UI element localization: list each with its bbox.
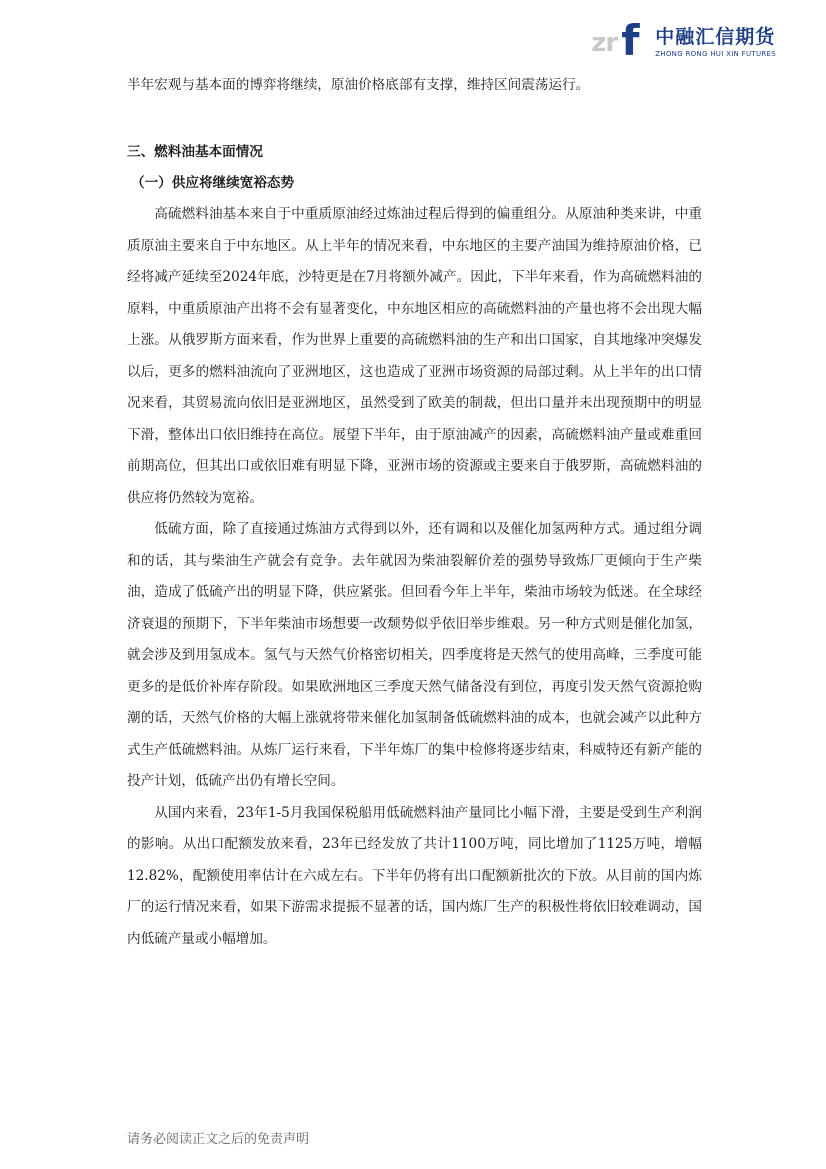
logo-company-name-en: ZHONG RONG HUI XIN FUTURES — [655, 50, 776, 58]
logo-mark-f: f — [621, 16, 640, 65]
logo-mark — [591, 16, 653, 65]
document-body — [127, 70, 702, 955]
footer-disclaimer: 请务必阅读正文之后的免责声明 — [127, 1132, 310, 1147]
section-title: 三、燃料油基本面情况 — [127, 144, 263, 160]
logo-text — [655, 26, 776, 58]
subsection-title: （一）供应将继续宽裕态势 — [131, 175, 295, 191]
logo-company-name-cn: 中融汇信期货 — [655, 26, 776, 48]
logo-mark-zr: zr — [591, 28, 618, 58]
paragraph-domestic: 从国内来看，23年1-5月我国保税船用低硫燃料油产量同比小幅下滑，主要是受到生产利润的影响。从出口配额发放来看，23年已经发放了共计1100万吨，同比增加了1125万吨，增幅12.82%，配额使用率估计在六成左右。下半年仍将有出口配额新批次的下放。从目前的国内炼厂的运行情况来看，如果下游需求提振不显著的话，国内炼厂生产的积极性将依旧较难调动，国内低硫产量或小幅增加。 — [127, 804, 702, 947]
paragraph-high-sulfur: 高硫燃料油基本来自于中重质原油经过炼油过程后得到的偏重组分。从原油种类来讲，中重质原油主要来自于中东地区。从上半年的情况来看，中东地区的主要产油国为维持原油价格，已经将减产延续至2024年底，沙特更是在7月将额外减产。因此，下半年来看，作为高硫燃料油的原料，中重质原油产出将不会有显著变化，中东地区相应的高硫燃料油的产量也将不会出现大幅上涨。从俄罗斯方面来看，作为世界上重要的高硫燃料油的生产和出口国家，自其地缘冲突爆发以后，更多的燃料油流向了亚洲地区，这也造成了亚洲市场资源的局部过剩。从上半年的出口情况来看，其贸易流向依旧是亚洲地区，虽然受到了欧美的制裁，但出口量并未出现预期中的明显下滑，整体出口依旧维持在高位。展望下半年，由于原油减产的因素，高硫燃料油产量或难重回前期高位，但其出口或依旧难有明显下降，亚洲市场的资源或主要来自于俄罗斯，高硫燃料油的供应将仍然较为宽裕。 — [127, 206, 702, 506]
intro-line: 半年宏观与基本面的博弈将继续，原油价格底部有支撑，维持区间震荡运行。 — [127, 77, 590, 93]
company-logo — [591, 16, 776, 65]
paragraph-low-sulfur: 低硫方面，除了直接通过炼油方式得到以外，还有调和以及催化加氢两种方式。通过组分调和的话，其与柴油生产就会有竞争。去年就因为柴油裂解价差的强势导致炼厂更倾向于生产柴油，造成了低硫产出的明显下降，供应紧张。但回看今年上半年，柴油市场较为低迷。在全球经济衰退的预期下，下半年柴油市场想要一改颓势似乎依旧举步维艰。另一种方式则是催化加氢，就会涉及到用氢成本。氢气与天然气价格密切相关，四季度将是天然气的使用高峰，三季度可能更多的是低价补库存阶段。如果欧洲地区三季度天然气储备没有到位，再度引发天然气资源抢购潮的话，天然气价格的大幅上涨就将带来催化加氢制备低硫燃料油的成本，也就会减产以此种方式生产低硫燃料油。从炼厂运行来看，下半年炼厂的集中检修将逐步结束，科威特还有新产能的投产计划，低硫产出仍有增长空间。 — [127, 521, 702, 789]
